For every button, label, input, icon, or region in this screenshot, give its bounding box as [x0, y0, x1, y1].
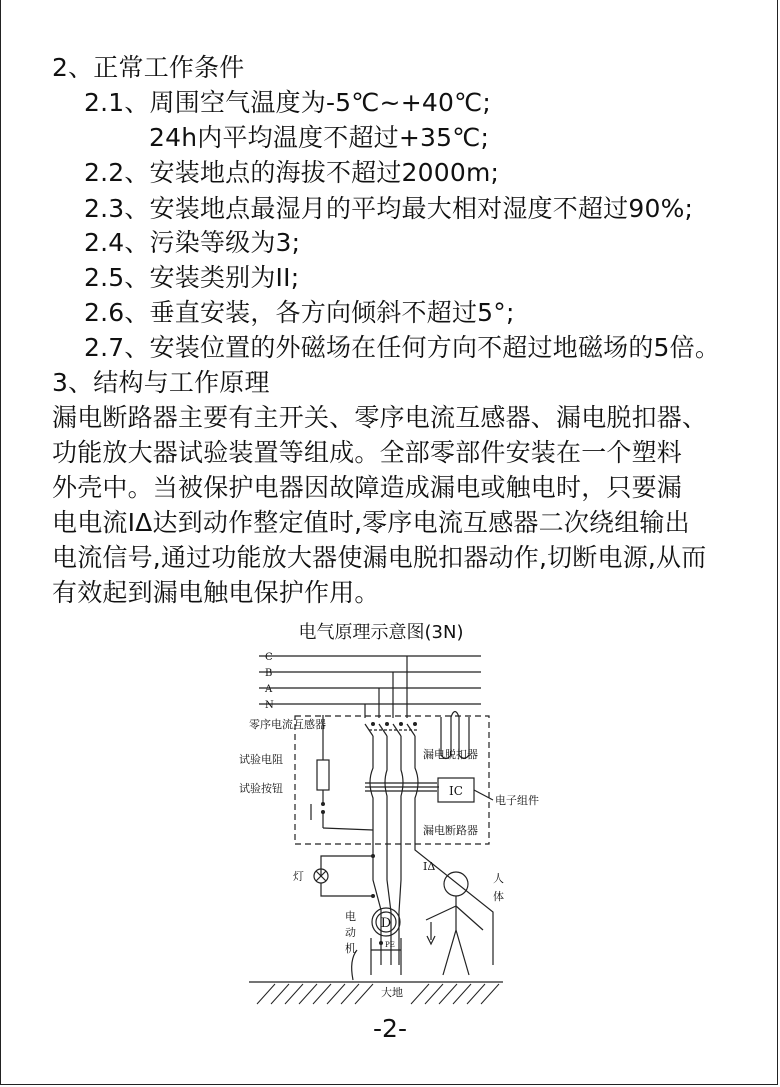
section-3-heading: 3、结构与工作原理: [52, 368, 270, 397]
label-motor-1: 电: [345, 910, 356, 923]
condition-2-4: 2.4、污染等级为3;: [84, 228, 301, 257]
label-motor-2: 动: [345, 926, 356, 939]
paragraph-line: 功能放大器试验装置等组成。全部零部件安装在一个塑料: [52, 438, 683, 467]
label-human-2: 体: [493, 890, 504, 903]
label-motor-3: 机: [345, 942, 356, 955]
condition-2-5: 2.5、安装类别为II;: [84, 263, 300, 292]
label-human-1: 人: [493, 872, 504, 885]
paragraph-line: 电流信号,通过功能放大器使漏电脱扣器动作,切断电源,从而: [52, 543, 707, 572]
page-number: -2-: [373, 1014, 407, 1043]
label-ic: IC: [449, 784, 463, 798]
paragraph-line: 外壳中。当被保护电器因故障造成漏电或触电时，只要漏: [52, 473, 683, 502]
diagram-title: 电气原理示意图(3N): [298, 622, 464, 643]
paragraph-line: 漏电断路器主要有主开关、零序电流互感器、漏电脱扣器、: [52, 403, 708, 432]
label-trip-unit: 漏电脱扣器: [423, 748, 478, 761]
label-pe: PE: [385, 941, 395, 949]
condition-2-1: 2.1、周围空气温度为-5℃~+40℃;: [84, 88, 491, 117]
condition-2-7: 2.7、安装位置的外磁场在任何方向不超过地磁场的5倍。: [84, 333, 721, 362]
paragraph-line: 有效起到漏电触电保护作用。: [52, 578, 380, 607]
condition-2-3: 2.3、安装地点最湿月的平均最大相对湿度不超过90%;: [84, 194, 694, 223]
line-label-a: A: [265, 684, 273, 695]
circuit-diagram: [231, 620, 539, 1015]
line-label-c: C: [265, 652, 273, 663]
label-breaker: 漏电断路器: [423, 824, 478, 837]
label-current: IΔ: [423, 860, 436, 873]
condition-2-2: 2.2、安装地点的海拔不超过2000m;: [84, 158, 500, 187]
label-earth: 大地: [381, 986, 403, 999]
label-electronic: 电子组件: [495, 794, 539, 807]
label-motor-symbol: D: [380, 916, 392, 931]
condition-2-1-cont: 24h内平均温度不超过+35℃;: [149, 123, 490, 152]
condition-2-6: 2.6、垂直安装，各方向倾斜不超过5°;: [84, 298, 515, 327]
label-test-button: 试验按钮: [239, 782, 283, 795]
paragraph-line: 电电流IΔ达到动作整定值时,零序电流互感器二次绕组输出: [52, 508, 690, 537]
line-label-b: B: [265, 668, 273, 679]
label-test-resistor: 试验电阻: [239, 753, 283, 766]
label-ct: 零序电流互感器: [249, 718, 326, 731]
section-2-heading: 2、正常工作条件: [52, 53, 245, 82]
label-lamp: 灯: [293, 870, 304, 883]
line-label-n: N: [265, 700, 274, 711]
